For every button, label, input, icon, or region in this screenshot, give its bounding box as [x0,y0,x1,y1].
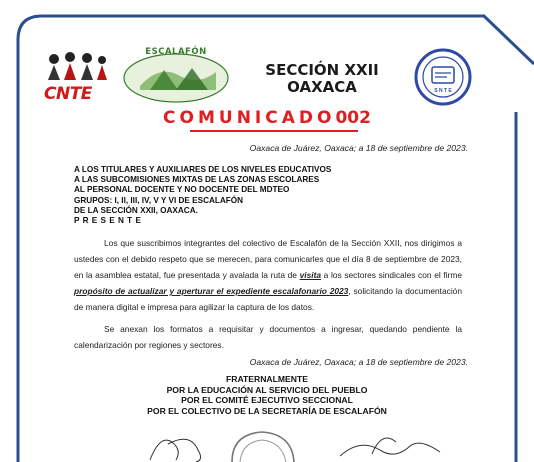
body-paragraph-1 [74,235,462,315]
addressee-block [74,165,331,226]
signatures-area [0,420,534,462]
paragraph1-text: a los sectores sindicales con el firme [321,270,462,280]
addressee-line: A LAS SUBCOMISIONES MIXTAS DE LAS ZONAS ESCOLARES [74,175,320,185]
closing-block [0,374,534,416]
addressee-line: AL PERSONAL DOCENTE Y NO DOCENTE DEL MDTEO [74,185,290,195]
section-title [252,62,392,96]
paragraph1-text: Los que suscribimos integrantes del colectivo de Escalafón de la Sección XXII, nos dirigimos a ustedes con el debido respeto que se merecen, para comunicarles que el día 8 de septiembre de 2023, en la asamblea estatal, fue presentada y avalada la ruta de [74,238,462,280]
paragraph1-text: , solicitando la documentación de manera digital e impresa para agilizar la captura de los datos. [74,286,462,312]
paragraph1-purpose: propósito de actualizar y aperturar el expediente escalafonario 2023 [74,286,349,296]
snte-logo-text: S N T E [434,88,452,94]
body-paragraph-2: Se anexan los formatos a requisitar y documentos a ingresar, quedando pendiente la calendarización por regiones y sectores. [74,324,462,350]
cnte-logo-text: CNTE [44,84,92,104]
addressee-line: DE LA SECCIÓN XXII, OAXACA. [74,205,198,215]
snte-logo [414,48,472,106]
addressee-line: GRUPOS: I, II, III, IV, V Y VI DE ESCALAFÓN [74,195,244,205]
escalafon-logo [120,46,232,106]
signature-left [150,439,201,462]
letterhead [34,46,474,108]
closing-line: FRATERNALMENTE [226,374,308,384]
section-title-line1: SECCIÓN XXII [265,61,379,79]
section-title-line2: OAXACA [287,78,357,96]
signature-right [340,438,440,456]
title-number: 002 [335,108,371,128]
document-title [0,108,534,128]
date-line-bottom: Oaxaca de Juárez, Oaxaca; a 18 de septiembre de 2023. [249,357,468,367]
addressee-line: A LOS TITULARES Y AUXILIARES DE LOS NIVELES EDUCATIVOS [74,165,332,174]
cnte-logo [40,50,116,104]
date-line-top: Oaxaca de Juárez, Oaxaca; a 18 de septiembre de 2023. [249,143,468,153]
title-word: COMUNICADO [163,108,336,128]
escalafon-logo-text: ESCALAFÓN [145,47,207,57]
closing-line: POR LA EDUCACIÓN AL SERVICIO DEL PUEBLO [166,384,368,395]
paragraph1-visita: visita [299,270,322,280]
title-underline [190,130,358,132]
addressee-present: P R E S E N T E [74,216,142,226]
closing-line: POR EL COMITÉ EJECUTIVO SECCIONAL [181,395,353,406]
closing-line: POR EL COLECTIVO DE LA SECRETARÍA DE ESCALAFÓN [147,405,387,416]
seal-stamp [232,432,294,462]
